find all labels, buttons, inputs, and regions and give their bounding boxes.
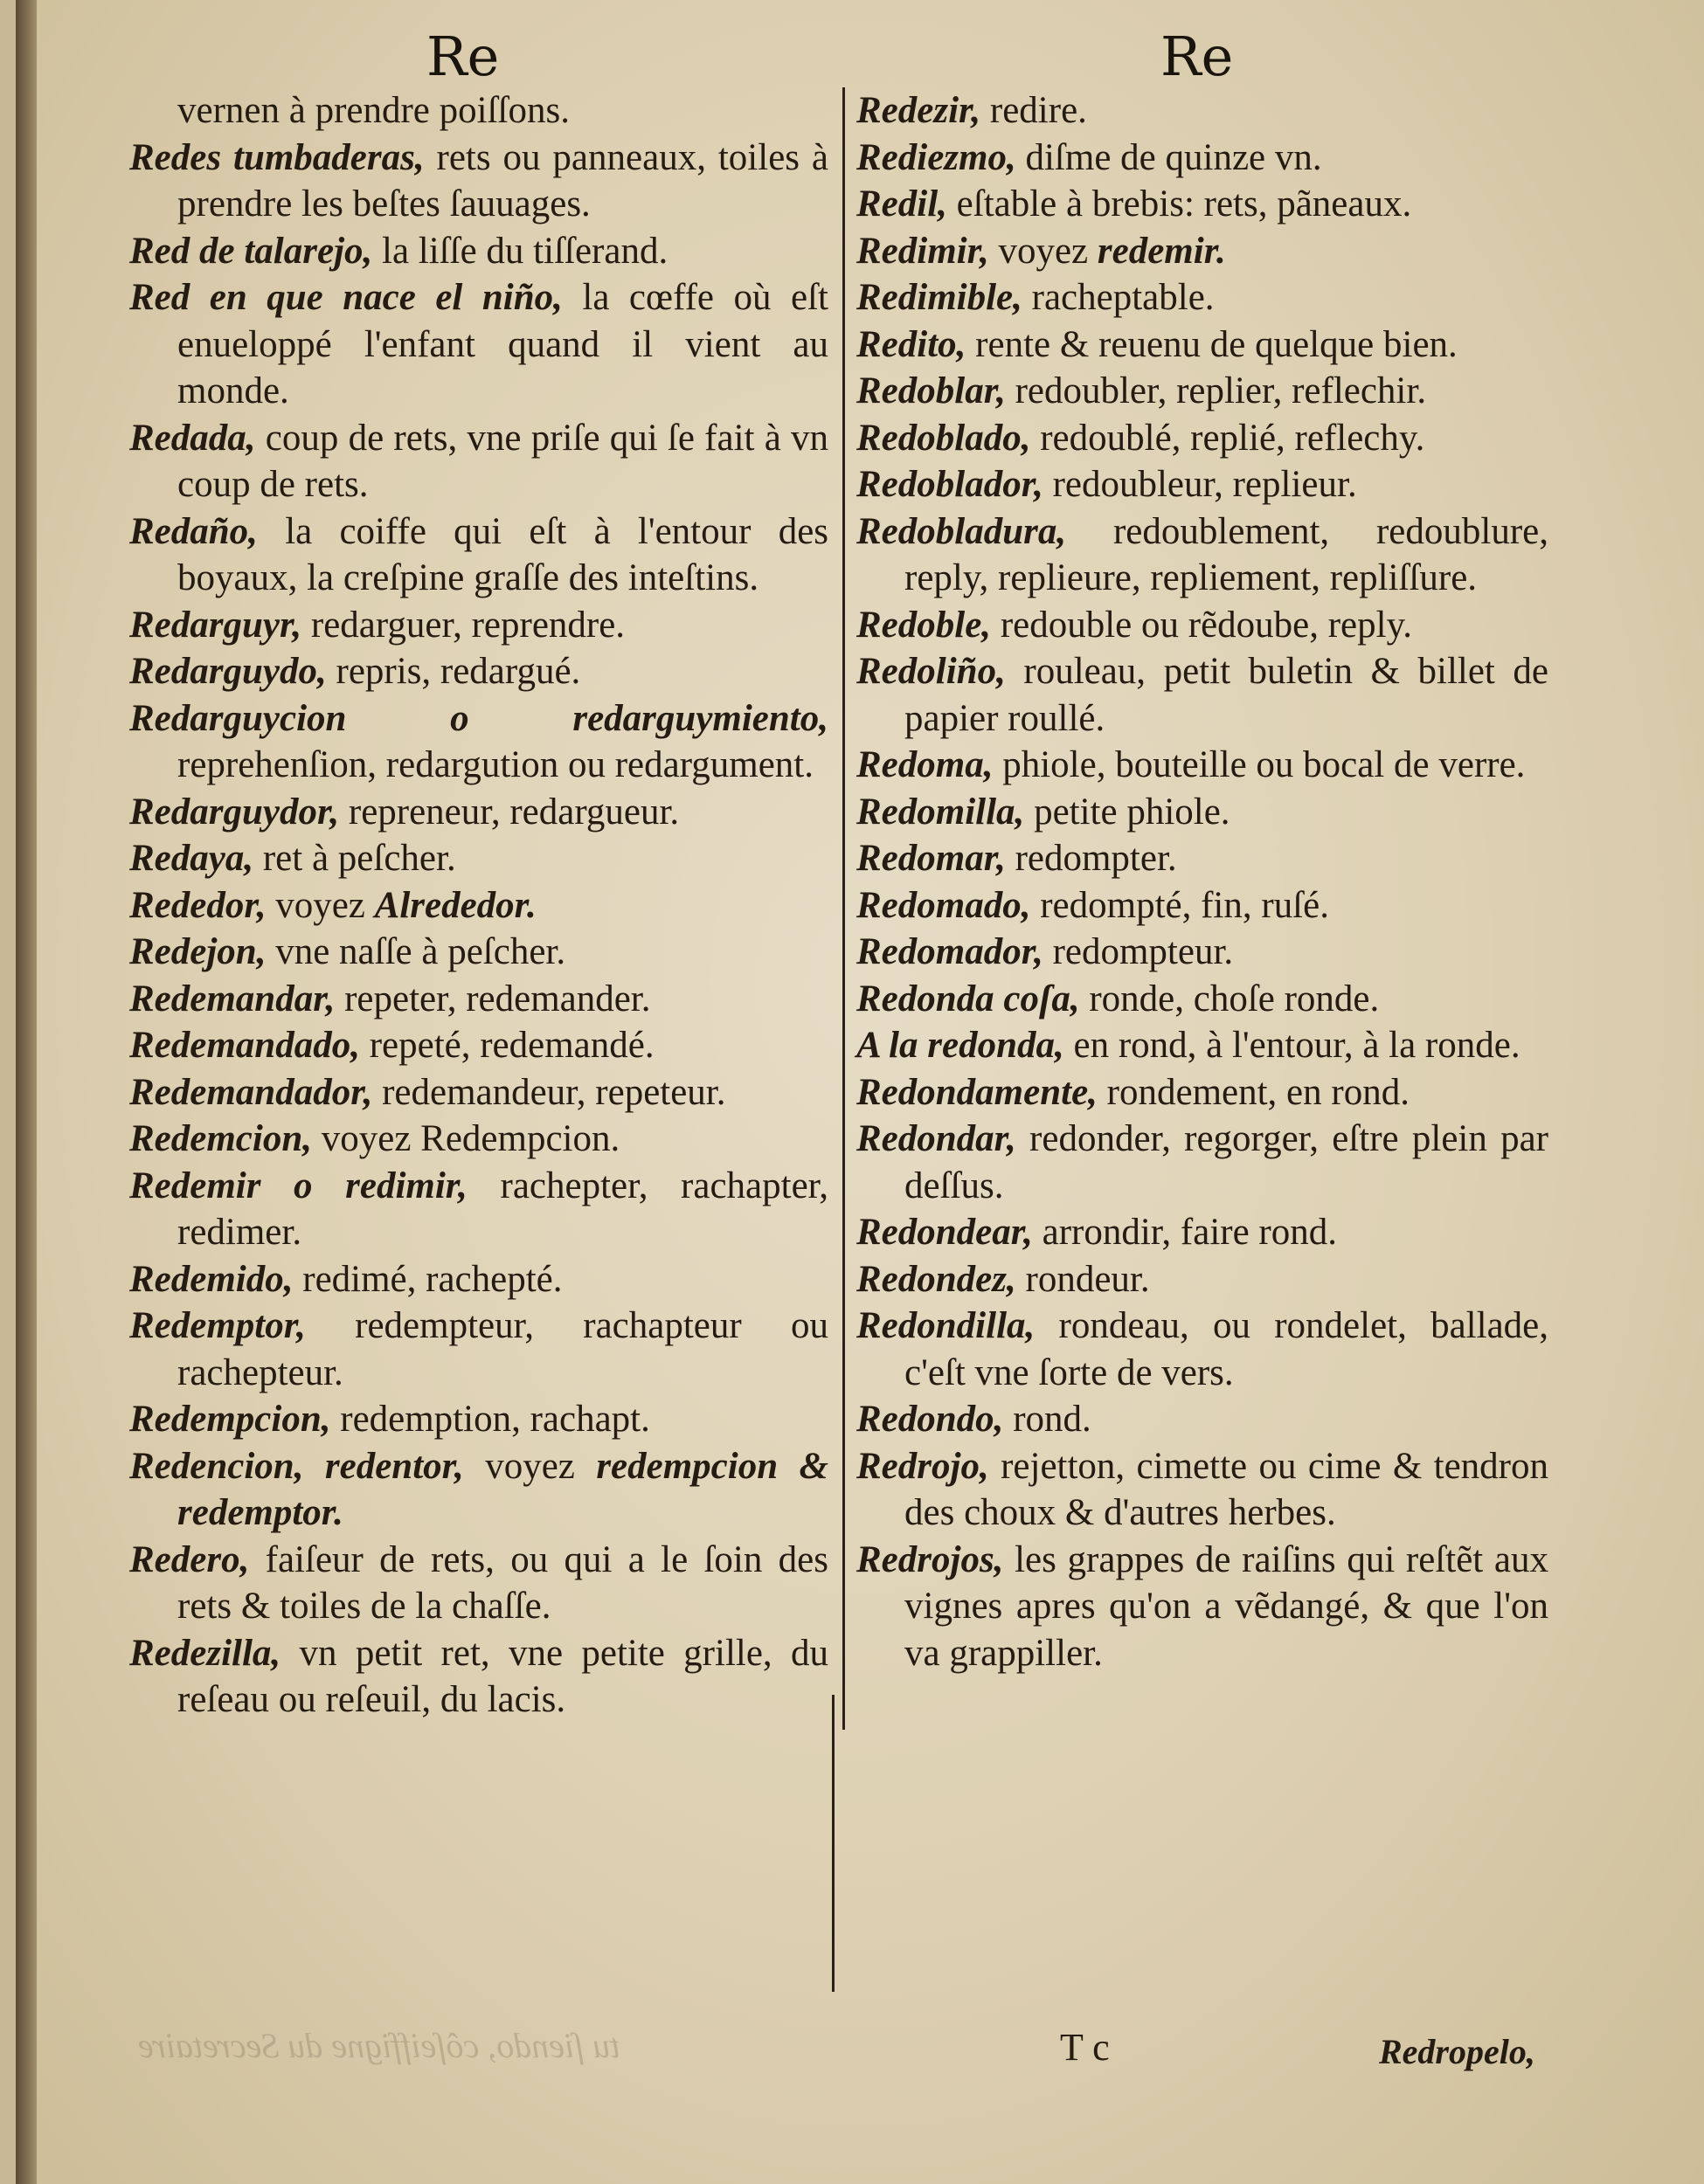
entry-definition: repeté, redemandé. — [369, 1025, 655, 1066]
dictionary-entry — [856, 1256, 1548, 1303]
entry-headword: Rededor, — [129, 884, 267, 926]
dictionary-entry — [129, 976, 828, 1023]
entry-headword: Redondez, — [856, 1258, 1016, 1300]
page-binding-edge — [16, 0, 37, 2184]
bleed-through-text: tu ſiendo, côſeiffigne du Secretaire — [138, 2026, 620, 2065]
entry-headword: Redada, — [129, 417, 256, 459]
entry-definition: ret à peſcher. — [262, 838, 456, 879]
entry-definition: en rond, à l'entour, à la ronde. — [1073, 1025, 1520, 1066]
entry-headword: Redrojos, — [856, 1538, 1004, 1580]
entry-headword: Redero, — [129, 1538, 250, 1580]
entry-definition: redompté, fin, ruſé. — [1040, 884, 1329, 926]
dictionary-entry — [856, 789, 1548, 836]
entry-headword: Redondear, — [856, 1212, 1033, 1253]
entry-definition: redemandeur, repeteur. — [382, 1071, 726, 1113]
entry-definition: coup de rets, vne priſe qui ſe fait à vn coup de rets. — [177, 417, 829, 505]
entry-definition: la cœffe où eſt enueloppé l'enfant quand il vient au monde. — [177, 277, 828, 411]
dictionary-entry — [129, 1537, 828, 1630]
entry-definition: faiſeur de rets, ou qui a le ſoin des rets & toiles de la chaſſe. — [177, 1538, 829, 1627]
entry-definition: vne naſſe à peſcher. — [275, 931, 566, 972]
dictionary-entry — [856, 87, 1548, 135]
entry-definition: redempteur, rachapteur ou rachepteur. — [177, 1305, 828, 1393]
catchword: Redropelo, — [1379, 2032, 1535, 2071]
entry-headword: Redoble, — [856, 604, 992, 646]
entry-headword: Redoliño, — [856, 651, 1006, 692]
dictionary-entry — [856, 648, 1548, 742]
entry-headword: Redil, — [856, 183, 947, 225]
dictionary-entry — [856, 181, 1548, 228]
entry-definition: phiole, bouteille ou bocal de verre. — [1002, 744, 1526, 785]
entry-headword: Redarguycion o redarguymiento, — [129, 697, 828, 739]
dictionary-entry — [129, 1303, 828, 1396]
entry-definition: racheptable. — [1031, 277, 1215, 318]
column-divider-rule — [842, 87, 845, 1730]
dictionary-entry — [129, 882, 828, 930]
dictionary-entry — [129, 1116, 828, 1163]
entry-definition: rejetton, cimette ou cime & tendron des choux & d'autres herbes. — [904, 1445, 1548, 1533]
entry-headword: Redemptor, — [129, 1305, 306, 1346]
dictionary-entry — [856, 508, 1548, 602]
entry-headword: Redondo, — [856, 1399, 1004, 1440]
entry-definition: vernen à prendre poiſſons. — [177, 90, 570, 131]
entry-headword: Redoblado, — [856, 417, 1031, 459]
dictionary-entry — [129, 789, 828, 836]
entry-headword: Redobladura, — [856, 510, 1067, 552]
entry-headword: Redoma, — [856, 744, 994, 785]
entry-headword: Red de talarejo, — [129, 230, 373, 272]
entry-headword: Redes tumbaderas, — [129, 136, 425, 178]
entry-headword: Redemandado, — [129, 1025, 360, 1066]
signature-mark: T c — [1060, 2026, 1110, 2069]
dictionary-entry — [129, 1396, 828, 1443]
dictionary-entry — [856, 1116, 1548, 1209]
entry-definition: vn petit ret, vne petite grille, du reſeau ou reſeuil, du lacis. — [177, 1632, 828, 1720]
entry-definition: reprehenſion, redargution ou redargument. — [177, 744, 814, 785]
entry-definition: voyez — [485, 1445, 575, 1487]
dictionary-entry — [856, 135, 1548, 182]
entry-definition: redoubler, replier, reflechir. — [1015, 370, 1427, 411]
entry-headword: Redoblador, — [856, 464, 1043, 505]
entry-headword: Redezilla, — [129, 1632, 281, 1674]
entry-definition: repeter, redemander. — [344, 978, 651, 1019]
entry-headword: Redrojo, — [856, 1445, 989, 1487]
dictionary-entry — [129, 1069, 828, 1116]
dictionary-entry — [129, 1443, 828, 1537]
dictionary-entry — [129, 135, 828, 228]
entry-definition: voyez — [275, 884, 365, 926]
entry-definition: la liſſe du tiſſerand. — [382, 230, 668, 272]
entry-headword: Redaño, — [129, 510, 258, 552]
dictionary-entry — [856, 602, 1548, 649]
dictionary-entry — [129, 602, 828, 649]
entry-cross-reference: redempcion & redemptor. — [177, 1445, 829, 1533]
entry-definition: eſtable à brebis: rets, pãneaux. — [956, 183, 1412, 225]
entry-definition: rets ou panneaux, toiles à prendre les beſtes ſauuages. — [177, 136, 829, 225]
dictionary-entry — [129, 415, 828, 508]
dictionary-entry — [856, 321, 1548, 369]
entry-headword: Red en que nace el niño, — [129, 277, 563, 318]
dictionary-page — [16, 0, 1704, 2184]
entry-definition: arrondir, faire rond. — [1042, 1212, 1337, 1253]
entry-headword: Redimible, — [856, 277, 1022, 318]
entry-definition: rouleau, petit buletin & billet de papier roullé. — [904, 651, 1549, 739]
entry-definition: voyez Redempcion. — [321, 1118, 620, 1159]
dictionary-entry — [129, 508, 828, 602]
entry-headword: Redemandador, — [129, 1071, 373, 1113]
entry-headword: Redomado, — [856, 884, 1031, 926]
entry-definition: ronde, choſe ronde. — [1089, 978, 1380, 1019]
entry-headword: Redarguydo, — [129, 651, 327, 692]
entry-cross-reference: redemir. — [1097, 230, 1226, 272]
entry-definition: rondeau, ou rondelet, ballade, c'eſt vne ſorte de vers. — [904, 1305, 1548, 1393]
entry-headword: Redaya, — [129, 838, 254, 879]
dictionary-entry — [856, 835, 1548, 882]
entry-headword: Redemido, — [129, 1258, 294, 1300]
entry-definition: redompteur. — [1052, 931, 1234, 972]
entry-definition: les grappes de raiſins qui reſtẽt aux vignes apres qu'on a vẽdangé, & que l'on va grappiller. — [904, 1538, 1549, 1674]
dictionary-entry — [129, 648, 828, 695]
dictionary-entry — [856, 461, 1548, 508]
entry-headword: Redimir, — [856, 230, 989, 272]
entry-definition: rente & reuenu de quelque bien. — [975, 323, 1458, 365]
entry-headword: Redomar, — [856, 838, 1006, 879]
entry-headword: Redomilla, — [856, 791, 1025, 833]
entry-headword: Redomador, — [856, 931, 1043, 972]
right-running-head: Re — [1160, 24, 1234, 88]
dictionary-entry — [129, 274, 828, 415]
entry-headword: Redondilla, — [856, 1305, 1036, 1346]
dictionary-entry — [856, 1443, 1548, 1537]
dictionary-entry — [129, 929, 828, 976]
dictionary-entry — [856, 929, 1548, 976]
entry-definition: redonder, regorger, eſtre plein par deſſus. — [904, 1118, 1548, 1206]
dictionary-entry — [856, 882, 1548, 930]
entry-cross-reference: Alrededor. — [374, 884, 537, 926]
entry-headword: Redencion, redentor, — [129, 1445, 464, 1487]
dictionary-entry — [856, 1022, 1548, 1069]
entry-definition: redoubleur, replieur. — [1052, 464, 1357, 505]
entry-definition: redimé, rachepté. — [302, 1258, 563, 1300]
entry-headword: Redito, — [856, 323, 966, 365]
entry-definition: rachepter, rachapter, redimer. — [177, 1165, 829, 1253]
entry-definition: voyez — [998, 230, 1089, 272]
dictionary-entry — [856, 1303, 1548, 1396]
dictionary-entry — [129, 835, 828, 882]
dictionary-entry — [856, 1396, 1548, 1443]
left-running-head: Re — [426, 24, 500, 88]
entry-definition: petite phiole. — [1034, 791, 1230, 833]
entry-headword: Redezir, — [856, 90, 981, 131]
entry-headword: Redondamente, — [856, 1071, 1098, 1113]
entry-definition: redoublement, redoublure, reply, replieure, repliement, repliſſure. — [904, 510, 1548, 598]
column-divider-rule-lower — [832, 1695, 835, 1992]
dictionary-entry — [856, 274, 1548, 321]
entry-definition: redoublé, replié, reflechy. — [1040, 417, 1425, 459]
dictionary-entry — [856, 976, 1548, 1023]
entry-headword: Redemandar, — [129, 978, 336, 1019]
entry-headword: Redoblar, — [856, 370, 1006, 411]
entry-definition: redire. — [989, 90, 1087, 131]
dictionary-entry — [129, 1256, 828, 1303]
entry-definition: repris, redargué. — [336, 651, 581, 692]
entry-definition: redarguer, reprendre. — [310, 604, 626, 646]
entry-headword: Redarguyr, — [129, 604, 302, 646]
entry-headword: Rediezmo, — [856, 136, 1016, 178]
entry-headword: Redejon, — [129, 931, 267, 972]
dictionary-entry — [129, 228, 828, 275]
dictionary-entry — [856, 1209, 1548, 1256]
dictionary-entry — [129, 1630, 828, 1724]
entry-definition: diſme de quinze vn. — [1025, 136, 1322, 178]
left-column — [129, 87, 828, 1724]
right-column — [856, 87, 1548, 1676]
entry-headword: Redarguydor, — [129, 791, 340, 833]
dictionary-entry — [856, 368, 1548, 415]
entry-headword: A la redonda, — [856, 1025, 1064, 1066]
entry-headword: Redempcion, — [129, 1399, 331, 1440]
dictionary-entry — [129, 1022, 828, 1069]
entry-definition: la coiffe qui eſt à l'entour des boyaux, la creſpine graſſe des inteſtins. — [177, 510, 829, 598]
entry-definition: rondement, en rond. — [1106, 1071, 1410, 1113]
dictionary-entry — [856, 228, 1548, 275]
dictionary-entry — [129, 695, 828, 789]
dictionary-entry — [856, 1069, 1548, 1116]
entry-definition: rondeur. — [1025, 1258, 1150, 1300]
entry-headword: Redonda coſa, — [856, 978, 1080, 1019]
entry-headword: Redondar, — [856, 1118, 1016, 1159]
dictionary-entry — [856, 415, 1548, 462]
entry-headword: Redemcion, — [129, 1118, 312, 1159]
entry-definition: rond. — [1013, 1399, 1091, 1440]
entry-headword: Redemir o redimir, — [129, 1165, 468, 1206]
entry-definition: redemption, rachapt. — [340, 1399, 650, 1440]
dictionary-entry — [129, 87, 828, 135]
entry-definition: redompter. — [1015, 838, 1177, 879]
entry-definition: repreneur, redargueur. — [348, 791, 680, 833]
entry-definition: redouble ou rẽdoube, reply. — [1000, 604, 1413, 646]
dictionary-entry — [129, 1163, 828, 1256]
dictionary-entry — [856, 742, 1548, 789]
dictionary-entry — [856, 1537, 1548, 1677]
